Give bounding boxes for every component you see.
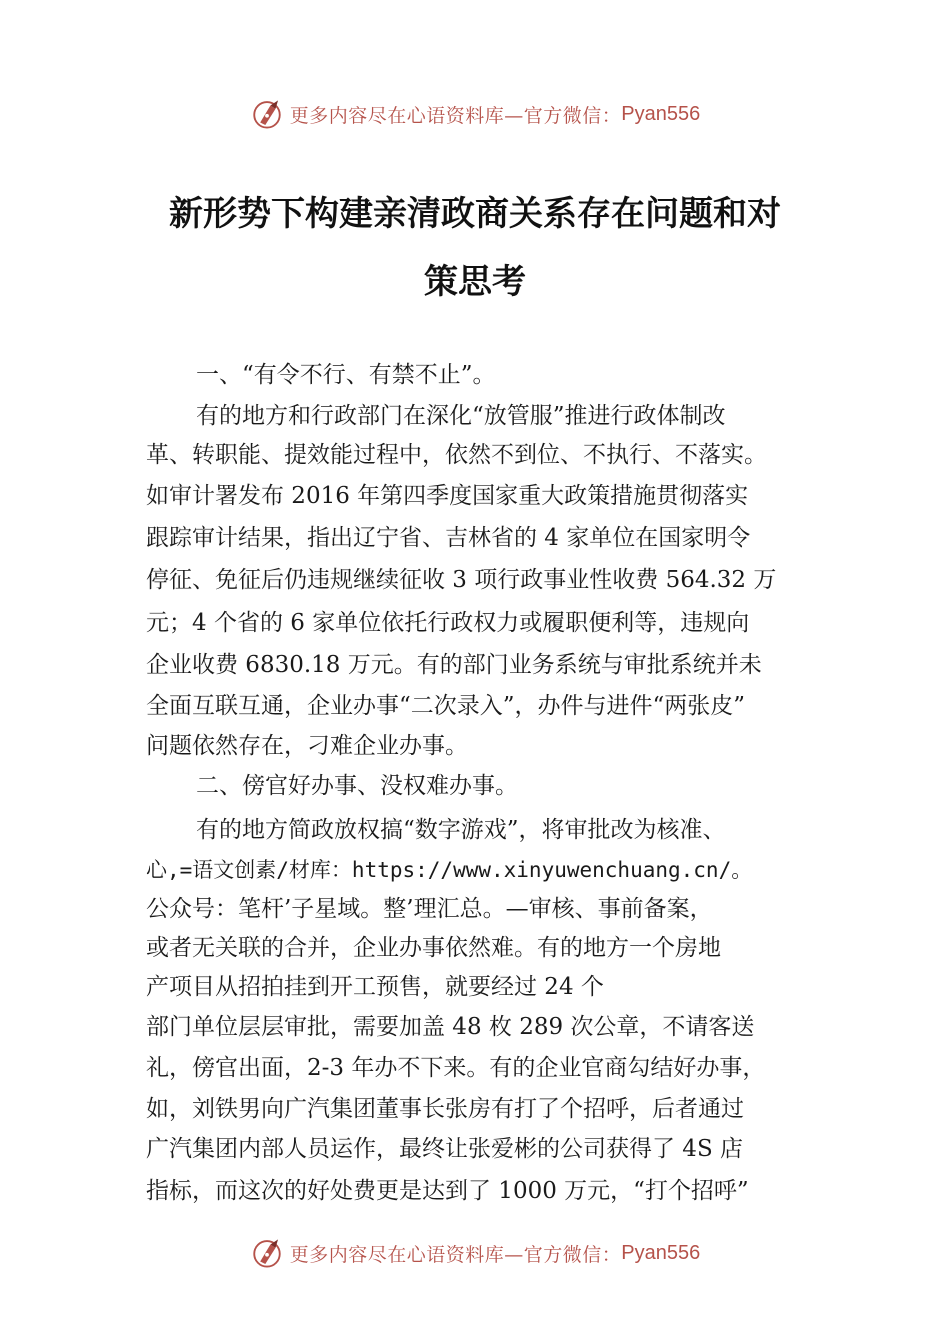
body-line: 或者无关联的合并，企业办事依然难。有的地方一个房地 (146, 935, 721, 961)
pen-nib-logo-icon (250, 1236, 284, 1270)
watermark-line: 心,=语文创素/材库：https://www.xinyuwenchuang.cn/。 (146, 858, 753, 882)
banner-wechat-account: Pyan556 (621, 1241, 701, 1264)
body-line: 有的地方和行政部门在深化“放管服”推进行政体制改 (196, 403, 726, 429)
document-title-line-1: 新形势下构建亲清政商关系存在问题和对 (169, 194, 781, 234)
body-line: 问题依然存在，刁难企业办事。 (146, 733, 468, 759)
top-banner (0, 94, 950, 134)
document-title-line-2: 策思考 (424, 262, 526, 302)
heading-section-1: 一、“有令不行、有禁不止”。 (196, 362, 496, 388)
bottom-banner (0, 1233, 950, 1273)
body-line: 广汽集团内部人员运作，最终让张爱彬的公司获得了 4S 店 (146, 1136, 744, 1162)
body-line: 有的地方简政放权搞“数字游戏”，将审批改为核准、 (196, 817, 726, 843)
heading-section-2: 二、傍官好办事、没权难办事。 (196, 773, 518, 799)
body-line: 停征、免征后仍违规继续征收 3 项行政事业性收费 564.32 万 (146, 567, 777, 593)
watermark-line: 公众号：笔杆’子星域。整’理汇总。—审核、事前备案， (146, 896, 713, 922)
body-line: 部门单位层层审批，需要加盖 48 枚 289 次公章，不请客送 (146, 1014, 755, 1040)
banner-brand-text: 更多内容尽在心语资料库—官方微信： (289, 104, 622, 127)
banner-brand-text: 更多内容尽在心语资料库—官方微信： (289, 1243, 622, 1266)
body-line: 革、转职能、提效能过程中，依然不到位、不执行、不落实。 (146, 442, 767, 468)
banner-wechat-account: Pyan556 (621, 102, 701, 125)
body-line: 礼，傍官出面，2-3 年办不下来。有的企业官商勾结好办事， (146, 1055, 766, 1081)
body-line: 如，刘铁男向广汽集团董事长张房有打了个招呼，后者通过 (146, 1096, 744, 1122)
body-line: 企业收费 6830.18 万元。有的部门业务系统与审批系统并未 (146, 652, 762, 678)
pen-nib-logo-icon (250, 97, 284, 131)
body-line: 全面互联互通，企业办事“二次录入”，办件与进件“两张皮” (146, 693, 746, 719)
body-line: 跟踪审计结果，指出辽宁省、吉林省的 4 家单位在国家明令 (146, 525, 751, 551)
body-line: 产项目从招拍挂到开工预售，就要经过 24 个 (146, 974, 604, 1000)
body-line: 如审计署发布 2016 年第四季度国家重大政策措施贯彻落实 (146, 483, 749, 509)
body-line: 元；4 个省的 6 家单位依托行政权力或履职便利等，违规向 (146, 610, 750, 636)
body-line: 指标，而这次的好处费更是达到了 1000 万元，“打个招呼” (146, 1178, 749, 1204)
